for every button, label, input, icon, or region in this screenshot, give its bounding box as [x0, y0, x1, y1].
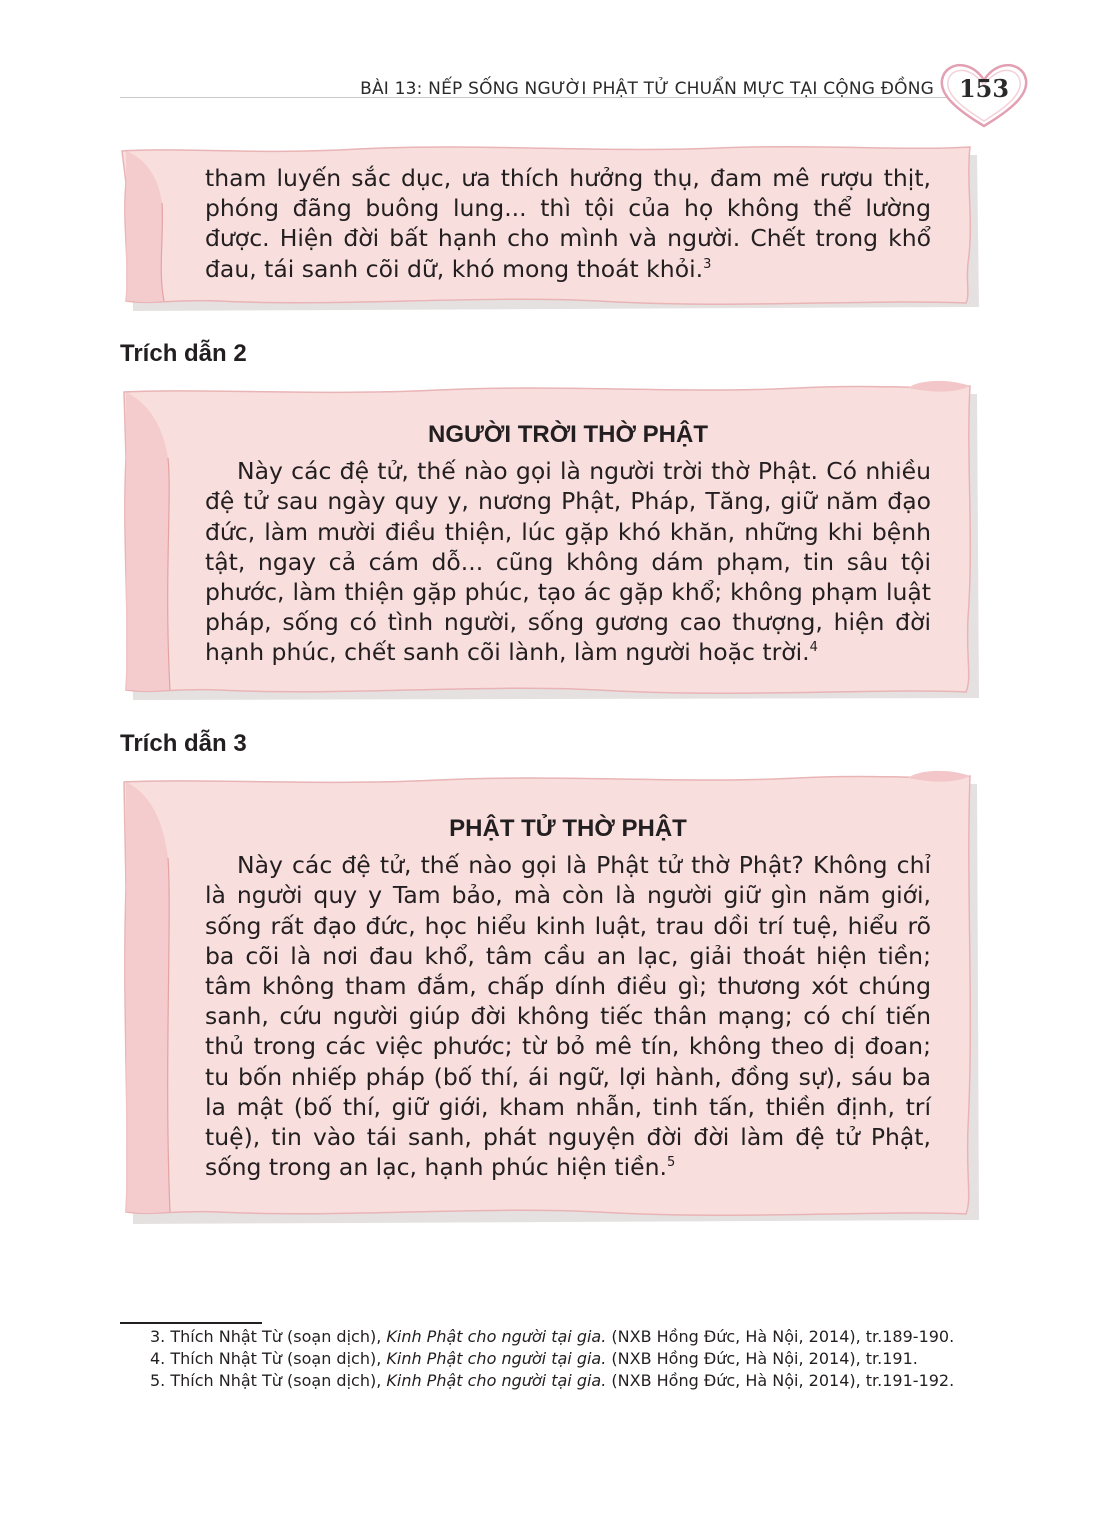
footnote-4: 4. Thích Nhật Từ (soạn dịch), Kinh Phật cho người tại gia. (NXB Hồng Đức, Hà Nội, 2014), tr.191.: [150, 1349, 918, 1368]
footnotes: [120, 1326, 988, 1392]
quote-1-line: phóng đãng buông lung... thì tội của họ không thể lường: [205, 194, 931, 223]
running-title: BÀI 13: NẾP SỐNG NGƯỜI PHẬT TỬ CHUẨN MỰC TẠI CỘNG ĐỒNG: [360, 79, 934, 99]
quote-1-line: [205, 254, 931, 284]
section-label-2: Trích dẫn 2: [120, 340, 247, 367]
quote-3-heading: PHẬT TỬ THỜ PHẬT: [449, 815, 687, 842]
quote-2-text: Này các đệ tử, thế nào gọi là người trời thờ Phật. Có nhiều đệ tử sau ngày quy y, nương Phật, Pháp, Tăng, giữ năm đạo đức, làm mười điều thiện, lúc gặp khó khăn, những khi bệnh tật, ngay cả cám dỗ... cũng không dám phạm, tin sâu tội phước, làm thiện gặp phúc, tạo ác gặp khổ; không phạm luật pháp, sống có tình người, sống gương cao thượng, hiện đời hạnh phúc, chết sanh cõi lành, làm người hoặc trời.: [205, 457, 931, 667]
quote-3-text: Này các đệ tử, thế nào gọi là Phật tử thờ Phật? Không chỉ là người quy y Tam bảo, mà còn là người giữ gìn năm giới, sống rất đạo đức, học hiểu kinh luật, trau dồi trí tuệ, hiểu rõ ba cõi là nơi đau khổ, tâm cầu an lạc, giải thoát hiện tiền; tâm không tham đắm, chấp dính điều gì; thương xót chúng sanh, cứu người giúp đời không tiếc thân mạng; có chí tiến thủ trong các việc phước; từ bỏ mê tín, không theo dị đoan; tu bốn nhiếp pháp (bố thí, ái ngữ, lợi hành, đồng sự), sáu ba la mật (bố thí, giữ giới, kham nhẫn, tinh tấn, thiền định, trí tuệ), tin vào tái sanh, phát nguyện đời đời làm đệ tử Phật, sống trong an lạc, hạnh phúc hiện tiền.: [205, 851, 931, 1182]
footnote-ref-5: 5: [666, 1155, 676, 1171]
quote-2-body: [205, 420, 931, 668]
footnote-rule: [120, 1322, 262, 1324]
running-header: [0, 60, 1106, 130]
quote-3-paragraph: [205, 850, 931, 1182]
footnote-5: 5. Thích Nhật Từ (soạn dịch), Kinh Phật cho người tại gia. (NXB Hồng Đức, Hà Nội, 2014), tr.191-192.: [150, 1371, 955, 1390]
quote-scroll-2: [118, 378, 982, 706]
quote-1-text: [205, 163, 931, 284]
quote-1-line: tham luyến sắc dục, ưa thích hưởng thụ, đam mê rượu thịt,: [205, 164, 931, 192]
quote-scroll-3: [118, 768, 982, 1230]
quote-3-body: [205, 814, 931, 1182]
footnote-ref-3: 3: [703, 256, 712, 272]
quote-1-last-line: đau, tái sanh cõi dữ, khó mong thoát khỏi.: [205, 254, 704, 283]
footnote-ref-4: 4: [809, 640, 818, 656]
quote-2-paragraph: [205, 456, 931, 667]
quote-2-heading: NGƯỜI TRỜI THỜ PHẬT: [428, 421, 708, 448]
footnote-3: 3. Thích Nhật Từ (soạn dịch), Kinh Phật cho người tại gia. (NXB Hồng Đức, Hà Nội, 2014), tr.189-190.: [150, 1327, 955, 1346]
section-label-3: Trích dẫn 3: [120, 730, 247, 757]
quote-scroll-1: [118, 143, 982, 313]
page-number: 153: [958, 74, 1010, 103]
quote-1-line: được. Hiện đời bất hạnh cho mình và người. Chết trong khổ: [205, 224, 931, 253]
